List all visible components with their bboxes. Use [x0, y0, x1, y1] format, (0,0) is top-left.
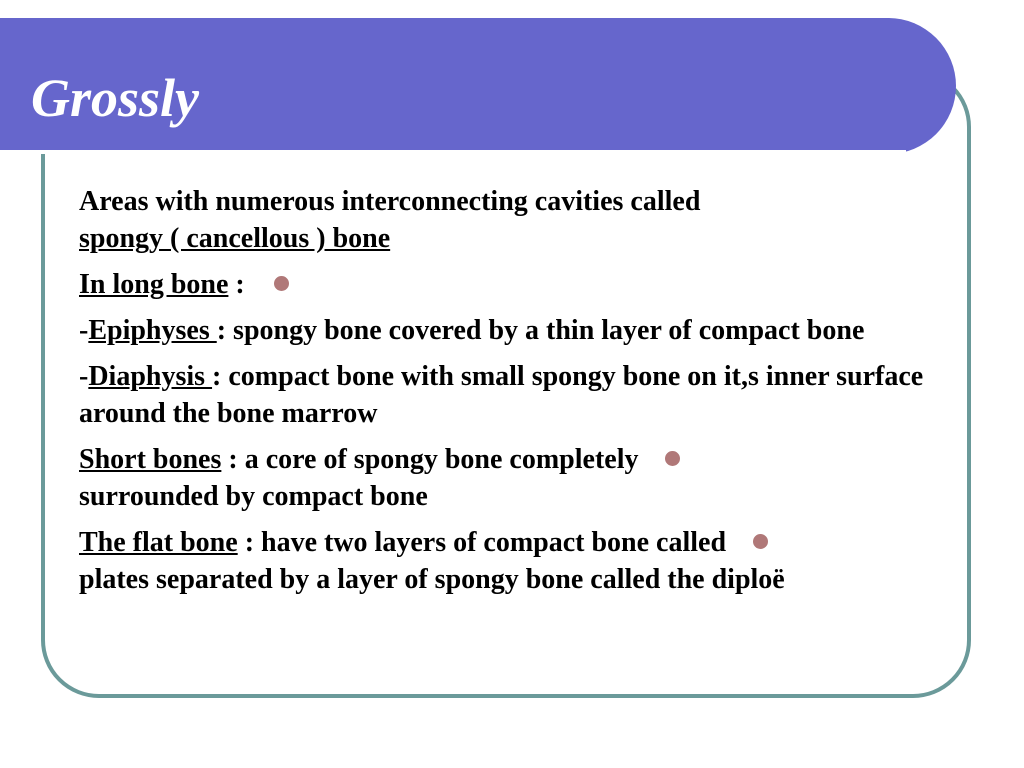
title-bar	[0, 18, 956, 154]
paragraph-flat-bone	[79, 524, 939, 598]
short-bones-text-2: surrounded by compact bone	[79, 481, 428, 512]
intro-text: Areas with numerous interconnecting cavities called	[79, 186, 701, 217]
flat-bone-text-1: : have two layers of compact bone called	[237, 527, 727, 558]
epiphyses-text: : spongy bone covered by a thin layer of compact bone	[216, 315, 865, 346]
paragraph-diaphysis	[79, 358, 939, 432]
term-spongy-bone: spongy ( cancellous ) bone	[79, 223, 391, 254]
paragraph-short-bones	[79, 441, 939, 515]
term-epiphyses: Epiphyses	[88, 315, 217, 346]
term-long-bone: In long bone	[79, 269, 229, 300]
paragraph-long-bone	[79, 266, 939, 303]
term-short-bones: Short bones	[79, 444, 222, 475]
flat-bone-text-2: plates separated by a layer of spongy bone called the diploë	[79, 564, 785, 595]
diaphysis-text: : compact bone with small spongy bone on it,s inner surface around the bone marrow	[79, 361, 924, 429]
slide-title: Grossly	[31, 68, 200, 128]
term-flat-bone: The flat bone	[79, 527, 238, 558]
bullet-dot-icon	[753, 534, 768, 549]
epiphyses-dash: -	[79, 315, 89, 346]
short-bones-text-1: : a core of spongy bone completely	[221, 444, 639, 475]
long-bone-colon: :	[228, 269, 245, 300]
bullet-dot-icon	[665, 451, 680, 466]
slide-body	[79, 183, 939, 607]
paragraph-intro	[79, 183, 939, 257]
bullet-dot-icon	[274, 276, 289, 291]
diaphysis-dash: -	[79, 361, 89, 392]
term-diaphysis: Diaphysis	[88, 361, 213, 392]
title-underline	[0, 150, 906, 154]
paragraph-epiphyses	[79, 312, 939, 349]
